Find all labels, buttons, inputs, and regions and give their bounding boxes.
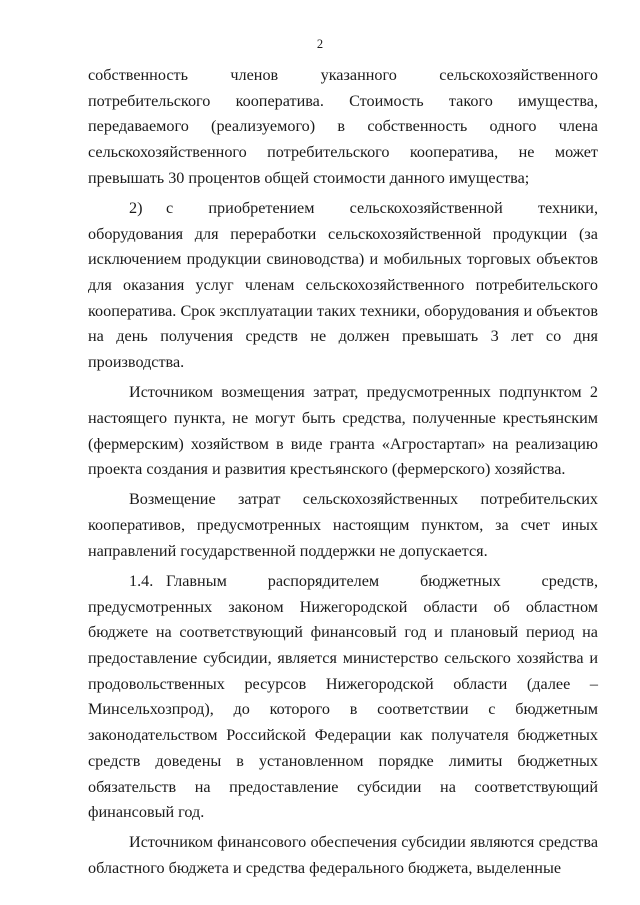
list-item-number: 2) (129, 198, 143, 217)
clause-1-4 (88, 569, 598, 826)
list-item-text: с приобретением сельскохозяйственной техники, оборудования для переработки сельскохозяйственной продукции (за исключением продукции свиноводства) и мобильных торговых объектов для оказания услуг членам сельскохозяйственного потребительского кооператива. Срок эксплуатации таких техники, оборудования и объектов на день получения средств не должен превышать 3 лет со дня производства. (88, 198, 598, 372)
clause-text: Главным распорядителем бюджетных средств, предусмотренных законом Нижегородской области об областном бюджете на соответствующий финансовый год и плановый период на предоставление субсидии, является министерство сельского хозяйства и продовольственных ресурсов Нижегородской области (далее – Минсельхозпрод), до которого в соответствии с бюджетным законодательством Российской Федерации как получателя бюджетных средств доведены в установленном порядке лимиты бюджетных обязательств на предоставление субсидии на соответствующий финансовый год. (88, 571, 598, 822)
paragraph-source-of-reimbursement: Источником возмещения затрат, предусмотренных подпунктом 2 настоящего пункта, не могут быть средства, полученные крестьянским (фермерским) хозяйством в виде гранта «Агростартап» на реализацию проекта создания и развития крестьянского (фермерского) хозяйства. (88, 383, 598, 479)
page-number: 2 (316, 37, 324, 51)
paragraph-reimbursement-restriction: Возмещение затрат сельскохозяйственных потребительских кооперативов, предусмотренных настоящим пунктом, за счет иных направлений государственной поддержки не допускается. (88, 490, 598, 560)
paragraph-continuation: собственность членов указанного сельскохозяйственного потребительского кооператива. Стоимость такого имущества, передаваемого (реализуемого) в собственность одного члена сельскохозяйственного потребительского кооператива, не может превышать 30 процентов общей стоимости данного имущества; (88, 66, 598, 187)
list-item-2 (88, 196, 598, 376)
paragraph-financial-source: Источником финансового обеспечения субсидии являются средства областного бюджета и средства федерального бюджета, выделенные (88, 833, 598, 878)
document-body (88, 63, 598, 886)
clause-number: 1.4. (129, 571, 154, 590)
